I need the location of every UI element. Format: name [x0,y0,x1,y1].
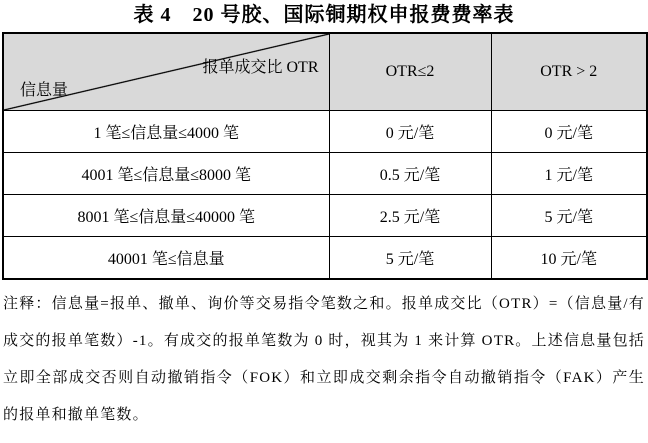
row-fee-le2-cell: 0 元/笔 [329,111,491,153]
row-fee-le2-cell: 0.5 元/笔 [329,153,491,195]
row-range-cell: 4001 笔≤信息量≤8000 笔 [3,153,329,195]
row-fee-le2-cell: 5 元/笔 [329,237,491,280]
row-range-cell: 1 笔≤信息量≤4000 笔 [3,111,329,153]
column-header-otr-le-2: OTR≤2 [329,33,491,111]
fee-rate-table [2,32,648,280]
table-title: 表 4 20 号胶、国际铜期权申报费费率表 [133,4,515,26]
table-row [3,237,647,280]
row-fee-gt2-cell: 5 元/笔 [491,195,647,237]
row-range-cell: 8001 笔≤信息量≤40000 笔 [3,195,329,237]
row-fee-gt2-cell: 1 元/笔 [491,153,647,195]
row-fee-le2-cell: 2.5 元/笔 [329,195,491,237]
row-fee-gt2-cell: 10 元/笔 [491,237,647,280]
table-row [3,111,647,153]
row-fee-gt2-cell: 0 元/笔 [491,111,647,153]
table-row [3,195,647,237]
corner-top-label: 报单成交比 OTR [202,59,319,76]
row-range-cell: 40001 笔≤信息量 [3,237,329,280]
corner-bottom-label: 信息量 [20,82,69,99]
footnote-text: 注释：信息量=报单、撤单、询价等交易指令笔数之和。报单成交比（OTR）=（信息量/有成交的报单笔数）-1。有成交的报单笔数为 0 时，视其为 1 来计算 OTR。上述信息量包括立即全部成交否则自动撤销指令（FOK）和立即成交剩余指令自动撤销指令（FAK）产生的报单和撤单笔数。 [3,296,645,423]
header-row [3,33,647,111]
corner-header-cell [3,33,329,111]
column-header-otr-gt-2: OTR > 2 [491,33,647,111]
table-row [3,153,647,195]
